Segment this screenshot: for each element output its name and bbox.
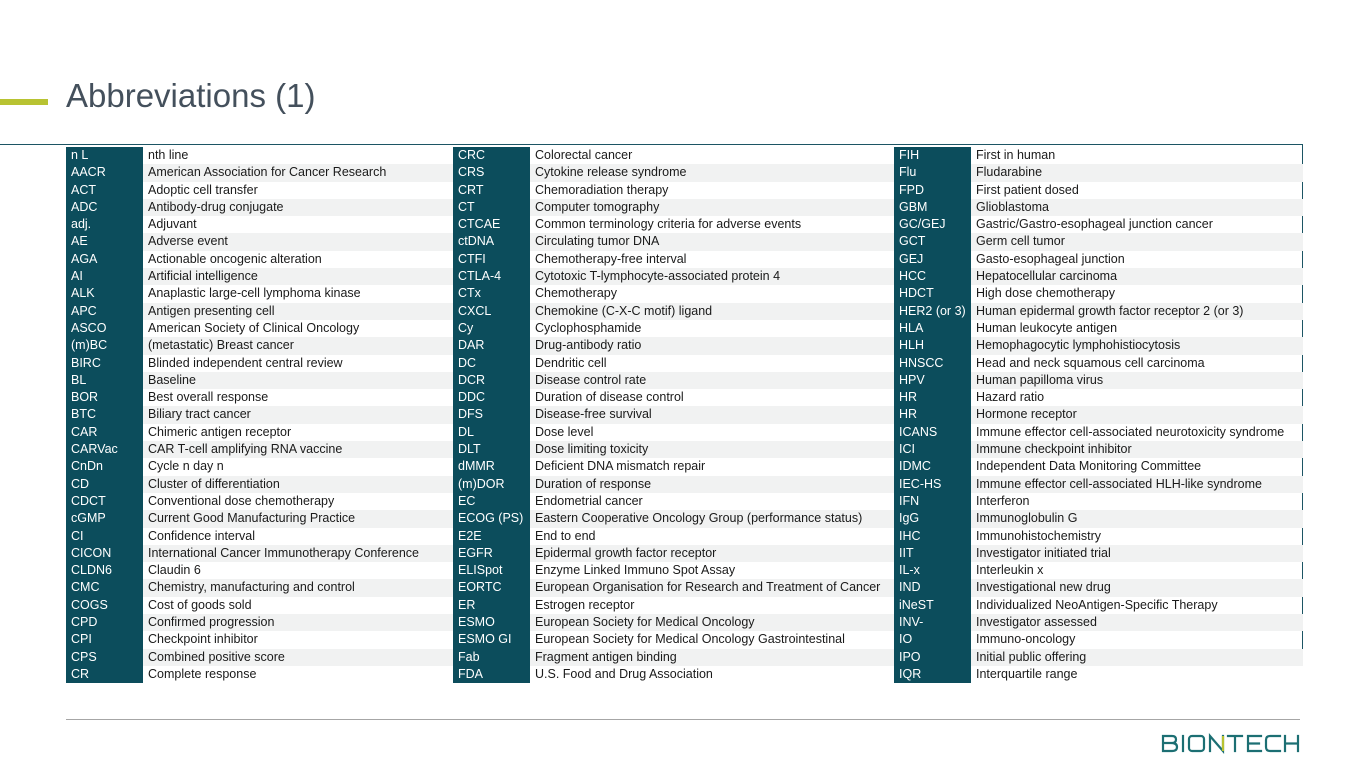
abbreviation-cell: HER2 (or 3) [894, 303, 971, 320]
definition-cell: Antigen presenting cell [143, 303, 453, 320]
table-row [453, 441, 894, 458]
definition-cell: U.S. Food and Drug Association [535, 666, 713, 681]
abbreviation-cell: HNSCC [894, 355, 971, 372]
abbreviation-cell: IDMC [894, 458, 971, 475]
abbreviation-cell: CTFI [453, 251, 530, 268]
definition-cell: Human epidermal growth factor receptor 2 (or 3) [971, 303, 1303, 320]
abbreviation-cell: GBM [894, 199, 971, 216]
definition-cell: Interleukin x [976, 563, 1044, 578]
definition-cell: Confidence interval [148, 528, 256, 543]
abbreviation-cell: CRC [453, 147, 530, 164]
abbreviation-cell: CTCAE [453, 216, 530, 233]
table-row [453, 182, 894, 199]
abbreviation-cell: CT [453, 199, 530, 216]
table-row [66, 493, 453, 510]
table-row [66, 406, 453, 423]
table-row [453, 268, 894, 285]
table-row [453, 597, 894, 614]
abbreviation-cell: CPS [66, 649, 143, 666]
table-row [894, 545, 1303, 562]
definition-cell: Cytokine release syndrome [530, 164, 894, 181]
abbreviation-cell: IHC [894, 528, 971, 545]
table-row [66, 355, 453, 372]
table-row [894, 579, 1303, 596]
abbreviation-cell: CR [66, 666, 143, 683]
table-row [894, 562, 1303, 579]
abbreviations-column-3 [894, 147, 1303, 683]
abbreviation-cell: cGMP [66, 510, 143, 527]
table-row [453, 545, 894, 562]
biontech-logo-icon [1160, 733, 1300, 755]
abbreviation-cell: AGA [66, 251, 143, 268]
definition-cell: Adoptic cell transfer [148, 182, 258, 197]
table-row [453, 389, 894, 406]
definition-cell: Interquartile range [976, 666, 1078, 681]
abbreviation-cell: EC [453, 493, 530, 510]
table-row [66, 441, 453, 458]
definition-cell: Gasto-esophageal junction [976, 251, 1125, 266]
definition-cell: European Organisation for Research and Treatment of Cancer [530, 579, 894, 596]
page-title: Abbreviations (1) [66, 77, 316, 114]
abbreviation-cell: BL [66, 372, 143, 389]
definition-cell: Chemistry, manufacturing and control [143, 579, 453, 596]
definition-cell: Anaplastic large-cell lymphoma kinase [148, 286, 361, 301]
definition-cell: Adverse event [143, 233, 453, 250]
table-row [66, 389, 453, 406]
abbreviation-cell: DAR [453, 337, 530, 354]
abbreviation-cell: FDA [453, 666, 530, 683]
table-row [894, 199, 1303, 216]
definition-cell: Eastern Cooperative Oncology Group (performance status) [530, 510, 894, 527]
definition-cell: Disease control rate [530, 372, 894, 389]
table-row [453, 406, 894, 423]
abbreviation-cell: BOR [66, 389, 143, 406]
definition-cell: Immune checkpoint inhibitor [971, 441, 1303, 458]
abbreviation-cell: CRT [453, 182, 530, 199]
abbreviation-cell: EORTC [453, 579, 530, 596]
definition-cell: Deficient DNA mismatch repair [535, 459, 706, 474]
abbreviation-cell: CnDn [66, 458, 143, 475]
definition-cell: End to end [535, 528, 596, 543]
abbreviation-cell: EGFR [453, 545, 530, 562]
definition-cell: Human leukocyte antigen [976, 320, 1118, 335]
definition-cell: Immune effector cell-associated neurotoxicity syndrome [976, 424, 1285, 439]
table-row [453, 614, 894, 631]
table-row [66, 285, 453, 302]
table-row [66, 251, 453, 268]
abbreviations-column-1 [66, 147, 453, 683]
abbreviation-cell: ICI [894, 441, 971, 458]
table-row [66, 528, 453, 545]
definition-cell: Fragment antigen binding [530, 649, 894, 666]
definition-cell: Duration of disease control [535, 390, 684, 405]
abbreviation-cell: COGS [66, 597, 143, 614]
definition-cell: Interferon [976, 493, 1030, 508]
definition-cell: Chemoradiation therapy [535, 182, 669, 197]
abbreviation-cell: CTx [453, 285, 530, 302]
definition-cell: Complete response [148, 666, 257, 681]
table-row [66, 510, 453, 527]
abbreviation-cell: IL-x [894, 562, 971, 579]
definition-cell: Common terminology criteria for adverse events [535, 217, 802, 232]
definition-cell: Disease-free survival [530, 406, 894, 423]
table-row [66, 545, 453, 562]
abbreviations-table [66, 147, 1303, 683]
table-row [894, 355, 1303, 372]
abbreviation-cell: CMC [66, 579, 143, 596]
definition-cell: Chimeric antigen receptor [148, 424, 292, 439]
definition-cell: Dendritic cell [535, 355, 607, 370]
definition-cell: Estrogen receptor [535, 597, 635, 612]
definition-cell: Hazard ratio [976, 390, 1045, 405]
table-row [894, 233, 1303, 250]
abbreviation-cell: CI [66, 528, 143, 545]
definition-cell: Chemotherapy-free interval [535, 251, 687, 266]
abbreviation-cell: IgG [894, 510, 971, 527]
table-row [453, 285, 894, 302]
biontech-logo [1160, 733, 1300, 760]
definition-cell: Confirmed progression [143, 614, 453, 631]
table-row [66, 320, 453, 337]
definition-cell: Hormone receptor [971, 406, 1303, 423]
table-row [453, 562, 894, 579]
abbreviation-cell: adj. [66, 216, 143, 233]
table-row [453, 649, 894, 666]
table-row [66, 216, 453, 233]
table-row [894, 372, 1303, 389]
table-row [894, 320, 1303, 337]
table-row [453, 320, 894, 337]
definition-cell: Endometrial cancer [535, 493, 643, 508]
table-row [453, 528, 894, 545]
table-row [66, 458, 453, 475]
abbreviation-cell: n L [66, 147, 143, 164]
table-row [66, 337, 453, 354]
abbreviation-cell: DCR [453, 372, 530, 389]
abbreviation-cell: HLA [894, 320, 971, 337]
table-row [894, 147, 1303, 164]
definition-cell: Drug-antibody ratio [530, 337, 894, 354]
definition-cell: Fludarabine [971, 164, 1303, 181]
abbreviation-cell: CRS [453, 164, 530, 181]
table-row [894, 441, 1303, 458]
abbreviation-cell: INV- [894, 614, 971, 631]
table-row [894, 476, 1303, 493]
definition-cell: Investigational new drug [971, 579, 1303, 596]
table-row [453, 579, 894, 596]
table-top-rule [0, 144, 1303, 145]
abbreviation-cell: ctDNA [453, 233, 530, 250]
definition-cell: Duration of response [530, 476, 894, 493]
abbreviation-cell: BIRC [66, 355, 143, 372]
abbreviation-cell: IEC-HS [894, 476, 971, 493]
abbreviation-cell: AI [66, 268, 143, 285]
definition-cell: Cycle n day n [148, 459, 224, 474]
definition-cell: Checkpoint inhibitor [148, 632, 258, 647]
definition-cell: CAR T-cell amplifying RNA vaccine [143, 441, 453, 458]
definition-cell: Individualized NeoAntigen-Specific Therapy [976, 597, 1218, 612]
abbreviation-cell: IIT [894, 545, 971, 562]
definition-cell: Dose level [535, 424, 594, 439]
table-row [894, 493, 1303, 510]
table-row [894, 216, 1303, 233]
definition-cell: Colorectal cancer [535, 148, 633, 162]
definition-cell: Artificial intelligence [143, 268, 453, 285]
table-row [66, 579, 453, 596]
definition-cell: Cytotoxic T-lymphocyte-associated protein 4 [530, 268, 894, 285]
definition-cell: Hepatocellular carcinoma [971, 268, 1303, 285]
abbreviation-cell: GC/GEJ [894, 216, 971, 233]
table-row [894, 510, 1303, 527]
table-row [453, 199, 894, 216]
abbreviation-cell: ELISpot [453, 562, 530, 579]
table-row [894, 303, 1303, 320]
table-row [894, 528, 1303, 545]
abbreviation-cell: GCT [894, 233, 971, 250]
table-row [453, 510, 894, 527]
table-row [894, 614, 1303, 631]
abbreviations-column-2 [453, 147, 894, 683]
definition-cell: International Cancer Immunotherapy Conference [143, 545, 453, 562]
definition-cell: Investigator initiated trial [971, 545, 1303, 562]
definition-cell: Computer tomography [530, 199, 894, 216]
table-row [453, 493, 894, 510]
definition-cell: Investigator assessed [971, 614, 1303, 631]
definition-cell: Chemotherapy [535, 286, 617, 301]
table-row [66, 631, 453, 648]
table-row [66, 372, 453, 389]
definition-cell: Epidermal growth factor receptor [530, 545, 894, 562]
abbreviation-cell: IFN [894, 493, 971, 510]
abbreviation-cell: CD [66, 476, 143, 493]
abbreviation-cell: (m)BC [66, 337, 143, 354]
abbreviation-cell: HR [894, 406, 971, 423]
definition-cell: Actionable oncogenic alteration [148, 251, 322, 266]
table-row [894, 251, 1303, 268]
abbreviation-cell: CICON [66, 545, 143, 562]
definition-cell: American Society of Clinical Oncology [148, 320, 360, 335]
abbreviation-cell: BTC [66, 406, 143, 423]
title-accent-bar [0, 99, 48, 105]
definition-cell: Enzyme Linked Immuno Spot Assay [535, 563, 736, 578]
table-row [453, 251, 894, 268]
abbreviation-cell: HDCT [894, 285, 971, 302]
table-row [894, 631, 1303, 648]
table-row [894, 458, 1303, 475]
abbreviation-cell: ADC [66, 199, 143, 216]
definition-cell: Adjuvant [148, 217, 197, 232]
definition-cell: Cyclophosphamide [535, 320, 642, 335]
table-row [894, 666, 1303, 683]
definition-cell: Cost of goods sold [148, 597, 252, 612]
definition-cell: Conventional dose chemotherapy [148, 493, 335, 508]
definition-cell: European Society for Medical Oncology [530, 614, 894, 631]
abbreviation-cell: CARVac [66, 441, 143, 458]
abbreviation-cell: FIH [894, 147, 971, 164]
definition-cell: Human papilloma virus [971, 372, 1303, 389]
abbreviation-cell: Flu [894, 164, 971, 181]
abbreviation-cell: IQR [894, 666, 971, 683]
table-row [66, 233, 453, 250]
definition-cell: Immunoglobulin G [971, 510, 1303, 527]
table-row [453, 458, 894, 475]
abbreviation-cell: HPV [894, 372, 971, 389]
definition-cell: Gastric/Gastro-esophageal junction cancer [976, 217, 1213, 232]
definition-cell: Immune effector cell-associated HLH-like syndrome [971, 476, 1303, 493]
table-row [66, 614, 453, 631]
definition-cell: Blinded independent central review [148, 355, 343, 370]
abbreviation-cell: Cy [453, 320, 530, 337]
table-row [453, 337, 894, 354]
abbreviation-cell: CDCT [66, 493, 143, 510]
abbreviation-cell: HR [894, 389, 971, 406]
definition-cell: Immuno-oncology [976, 632, 1076, 647]
abbreviation-cell: iNeST [894, 597, 971, 614]
abbreviation-cell: ALK [66, 285, 143, 302]
definition-cell: Initial public offering [971, 649, 1303, 666]
table-row [66, 199, 453, 216]
definition-cell: Germ cell tumor [971, 233, 1303, 250]
abbreviation-cell: DDC [453, 389, 530, 406]
definition-cell: Dose limiting toxicity [530, 441, 894, 458]
table-row [453, 424, 894, 441]
table-row [453, 372, 894, 389]
definition-cell: Current Good Manufacturing Practice [143, 510, 453, 527]
definition-cell: Circulating tumor DNA [530, 233, 894, 250]
table-row [453, 666, 894, 683]
abbreviation-cell: DL [453, 424, 530, 441]
table-row [66, 268, 453, 285]
abbreviation-cell: IO [894, 631, 971, 648]
definition-cell: Combined positive score [143, 649, 453, 666]
abbreviation-cell: dMMR [453, 458, 530, 475]
table-row [894, 164, 1303, 181]
table-row [894, 389, 1303, 406]
abbreviation-cell: IND [894, 579, 971, 596]
abbreviation-cell: DC [453, 355, 530, 372]
table-row [453, 355, 894, 372]
abbreviation-cell: Fab [453, 649, 530, 666]
abbreviation-cell: APC [66, 303, 143, 320]
table-row [453, 303, 894, 320]
abbreviation-cell: ECOG (PS) [453, 510, 530, 527]
definition-cell: Claudin 6 [148, 563, 201, 578]
table-row [894, 268, 1303, 285]
definition-cell: Independent Data Monitoring Committee [976, 459, 1202, 474]
abbreviation-cell: (m)DOR [453, 476, 530, 493]
abbreviation-cell: AACR [66, 164, 143, 181]
abbreviation-cell: IPO [894, 649, 971, 666]
abbreviation-cell: ESMO [453, 614, 530, 631]
table-row [894, 182, 1303, 199]
table-row [894, 597, 1303, 614]
abbreviation-cell: ESMO GI [453, 631, 530, 648]
table-row [894, 337, 1303, 354]
definition-cell: Hemophagocytic lymphohistiocytosis [971, 337, 1303, 354]
table-row [66, 597, 453, 614]
table-row [66, 182, 453, 199]
definition-cell: Antibody-drug conjugate [143, 199, 453, 216]
table-row [66, 303, 453, 320]
definition-cell: nth line [148, 148, 189, 162]
definition-cell: Chemokine (C-X-C motif) ligand [530, 303, 894, 320]
abbreviation-cell: CXCL [453, 303, 530, 320]
definition-cell: Immunohistochemistry [976, 528, 1102, 543]
table-row [66, 562, 453, 579]
abbreviation-cell: ASCO [66, 320, 143, 337]
table-row [453, 476, 894, 493]
abbreviation-cell: ICANS [894, 424, 971, 441]
definition-cell: First in human [976, 148, 1056, 162]
table-row [453, 147, 894, 164]
definition-cell: Baseline [143, 372, 453, 389]
definition-cell: Biliary tract cancer [143, 406, 453, 423]
abbreviation-cell: ER [453, 597, 530, 614]
abbreviation-cell: E2E [453, 528, 530, 545]
table-row [66, 164, 453, 181]
abbreviation-cell: CAR [66, 424, 143, 441]
abbreviation-cell: GEJ [894, 251, 971, 268]
table-row [894, 406, 1303, 423]
definition-cell: American Association for Cancer Research [143, 164, 453, 181]
abbreviation-cell: CLDN6 [66, 562, 143, 579]
table-row [66, 476, 453, 493]
table-row [894, 649, 1303, 666]
abbreviation-cell: CPD [66, 614, 143, 631]
table-row [66, 424, 453, 441]
abbreviation-cell: HCC [894, 268, 971, 285]
table-row [66, 147, 453, 164]
footer-rule [66, 719, 1300, 720]
abbreviation-cell: CPI [66, 631, 143, 648]
definition-cell: Glioblastoma [971, 199, 1303, 216]
table-row [453, 631, 894, 648]
abbreviation-cell: DLT [453, 441, 530, 458]
abbreviation-cell: DFS [453, 406, 530, 423]
table-row [894, 424, 1303, 441]
definition-cell: Head and neck squamous cell carcinoma [976, 355, 1205, 370]
definition-cell: High dose chemotherapy [976, 286, 1115, 301]
abbreviation-cell: ACT [66, 182, 143, 199]
definition-cell: (metastatic) Breast cancer [143, 337, 453, 354]
table-row [66, 649, 453, 666]
table-row [66, 666, 453, 683]
abbreviation-cell: FPD [894, 182, 971, 199]
table-row [894, 285, 1303, 302]
definition-cell: First patient dosed [976, 182, 1079, 197]
definition-cell: Best overall response [148, 390, 269, 405]
abbreviation-cell: HLH [894, 337, 971, 354]
table-row [453, 216, 894, 233]
definition-cell: Cluster of differentiation [143, 476, 453, 493]
abbreviation-cell: AE [66, 233, 143, 250]
abbreviation-cell: CTLA-4 [453, 268, 530, 285]
definition-cell: European Society for Medical Oncology Gastrointestinal [535, 632, 845, 647]
table-row [453, 164, 894, 181]
table-row [453, 233, 894, 250]
